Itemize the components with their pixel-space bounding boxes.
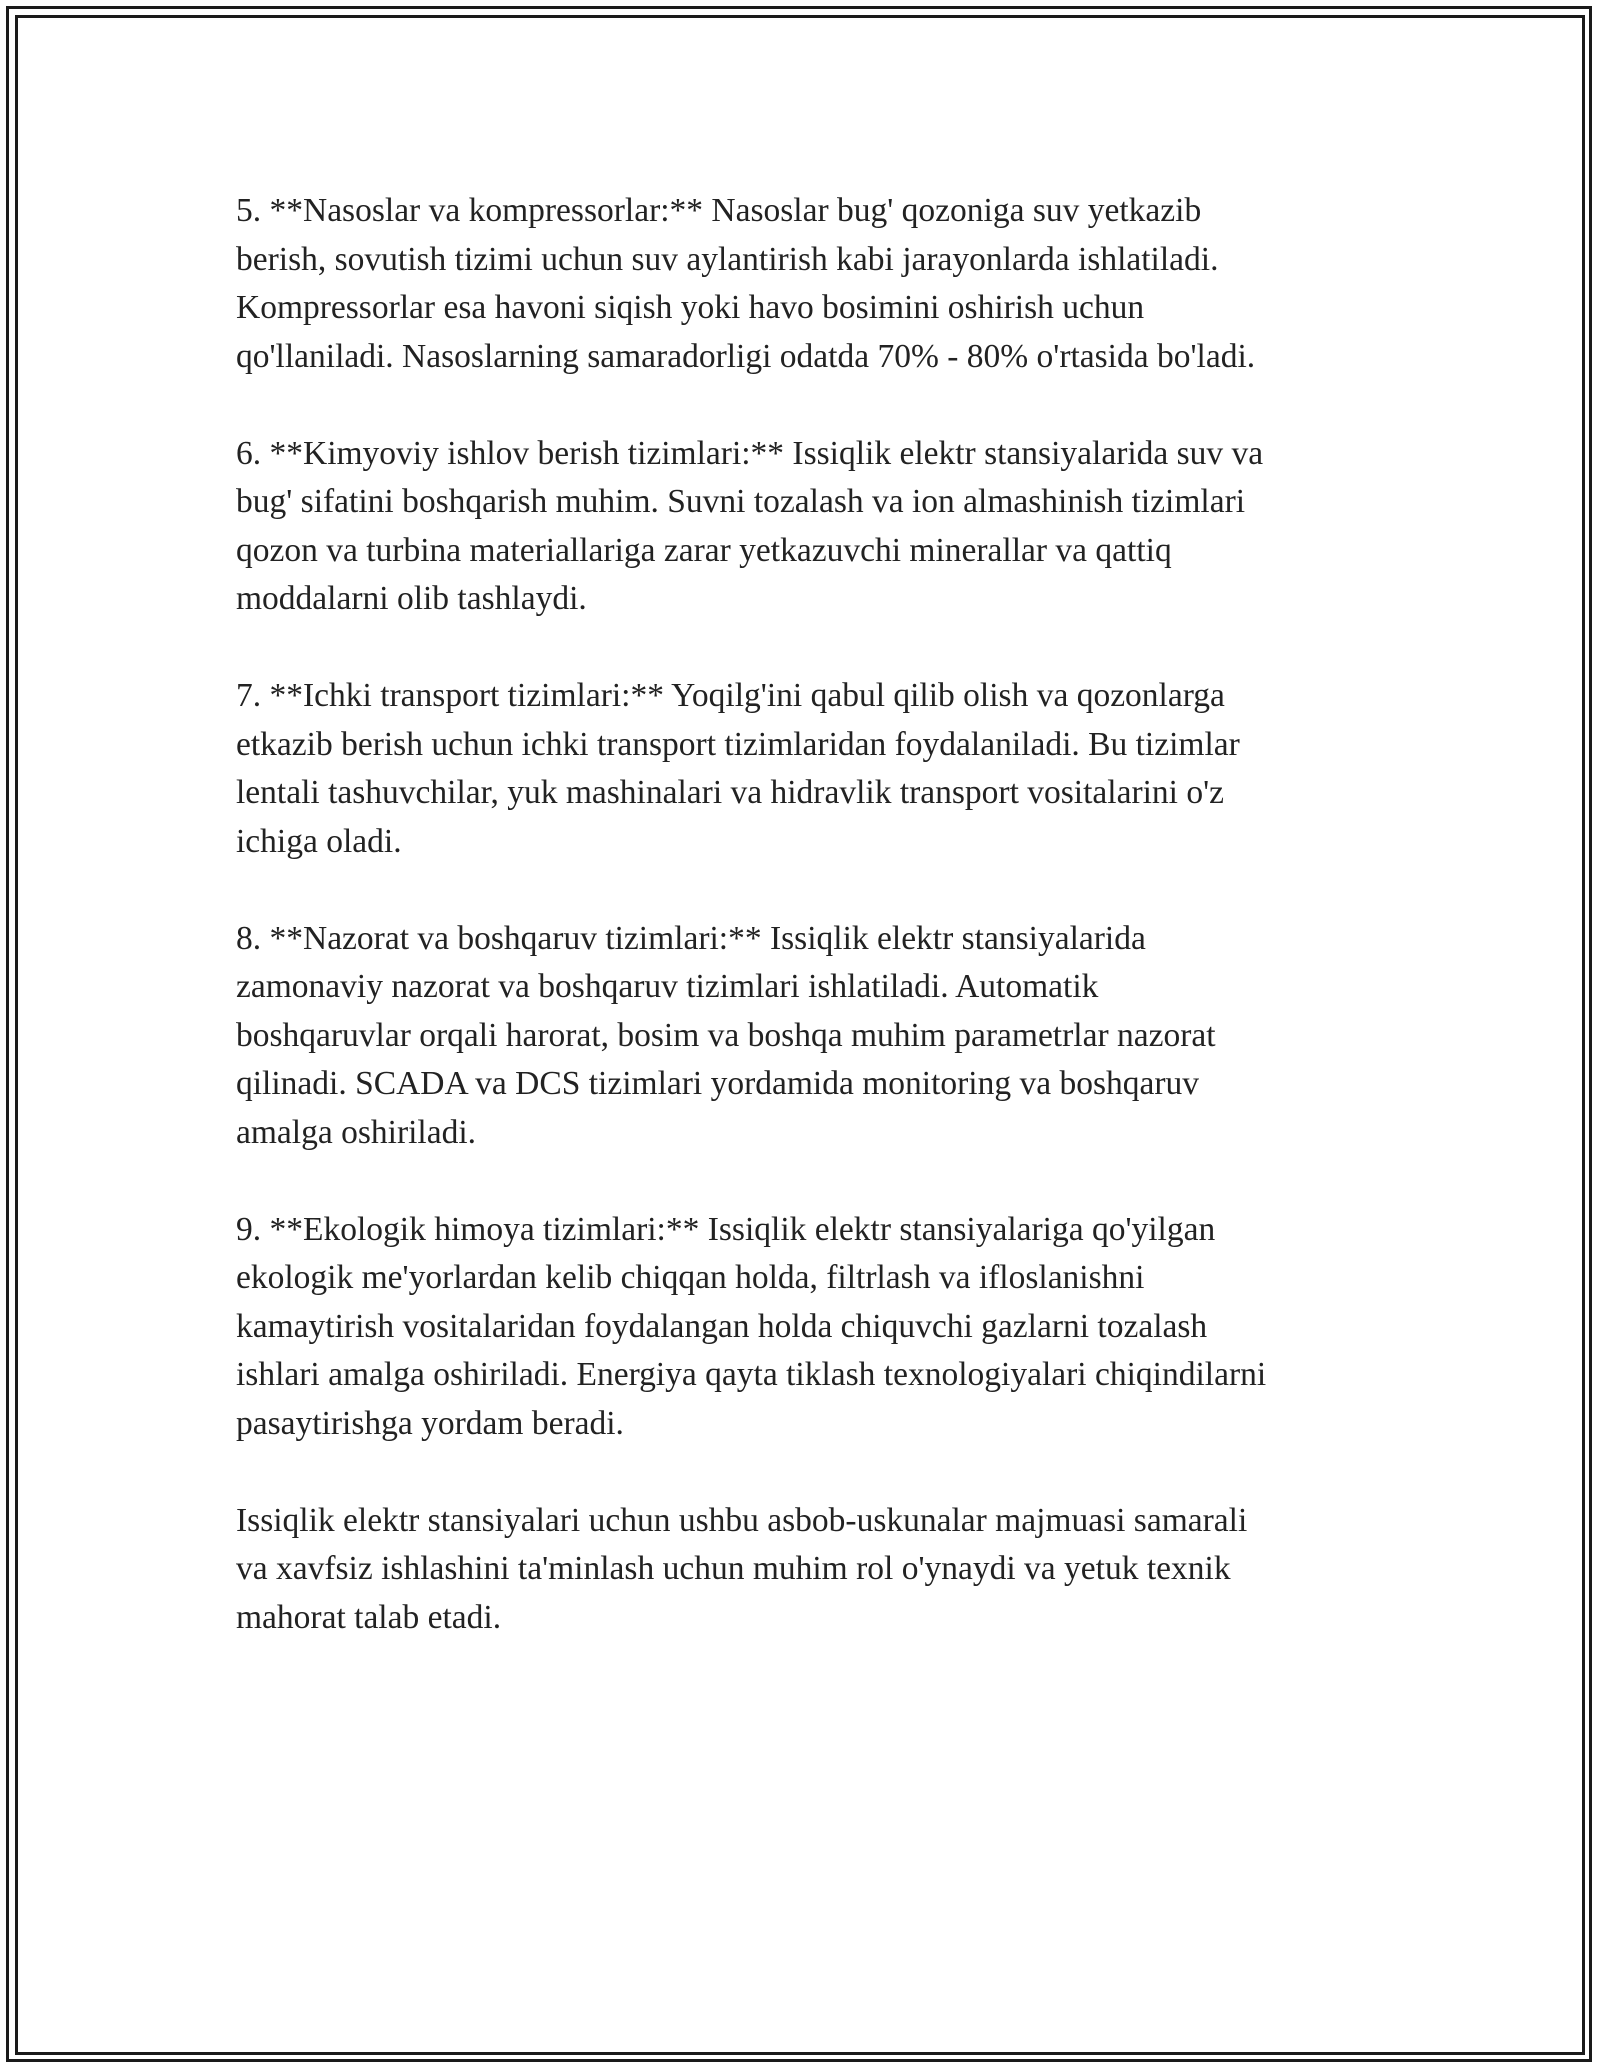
paragraph-control-systems: 8. **Nazorat va boshqaruv tizimlari:** Issiqlik elektr stansiyalarida zamonaviy nazorat va boshqaruv tizimlari ishlatiladi. Automatik boshqaruvlar orqali harorat, bosim va boshqa muhim parametrlar nazorat qilinadi. SCADA va DCS tizimlari yordamida monitoring va boshqaruv amalga oshiriladi. bbox=[236, 919, 1216, 1151]
paragraph-ecological-protection: 9. **Ekologik himoya tizimlari:** Issiqlik elektr stansiyalariga qo'yilgan ekologik me'yorlardan kelib chiqqan holda, filtrlash va ifloslanishni kamaytirish vositalaridan foydalangan holda chiquvchi gazlarni tozalash ishlari amalga oshiriladi. Energiya qayta tiklash texnologiyalari chiqindilarni pasaytirishga yordam beradi. bbox=[236, 1210, 1267, 1442]
paragraph-internal-transport: 7. **Ichki transport tizimlari:** Yoqilg'ini qabul qilib olish va qozonlarga etkazib berish uchun ichki transport tizimlaridan foydalaniladi. Bu tizimlar lentali tashuvchilar, yuk mashinalari va hidravlik transport vositalarini o'z ichiga oladi. bbox=[236, 677, 1240, 860]
paragraph-conclusion: Issiqlik elektr stansiyalari uchun ushbu asbob-uskunalar majmuasi samarali va xavfsiz ishlashini ta'minlash uchun muhim rol o'ynaydi va yetuk texnik mahorat talab etadi. bbox=[236, 1501, 1248, 1636]
document-body bbox=[236, 187, 1396, 1642]
paragraph-pumps-compressors: 5. **Nasoslar va kompressorlar:** Nasoslar bug' qozoniga suv yetkazib berish, sovutish tizimi uchun suv aylantirish kabi jarayonlarda ishlatiladi. Kompressorlar esa havoni siqish yoki havo bosimini oshirish uchun qo'llaniladi. Nasoslarning samaradorligi odatda 70% - 80% o'rtasida bo'ladi. bbox=[236, 192, 1256, 375]
paragraph-chemical-treatment: 6. **Kimyoviy ishlov berish tizimlari:** Issiqlik elektr stansiyalarida suv va bug' sifatini boshqarish muhim. Suvni tozalash va ion almashinish tizimlari qozon va turbina materiallariga zarar yetkazuvchi minerallar va qattiq moddalarni olib tashlaydi. bbox=[236, 434, 1264, 617]
